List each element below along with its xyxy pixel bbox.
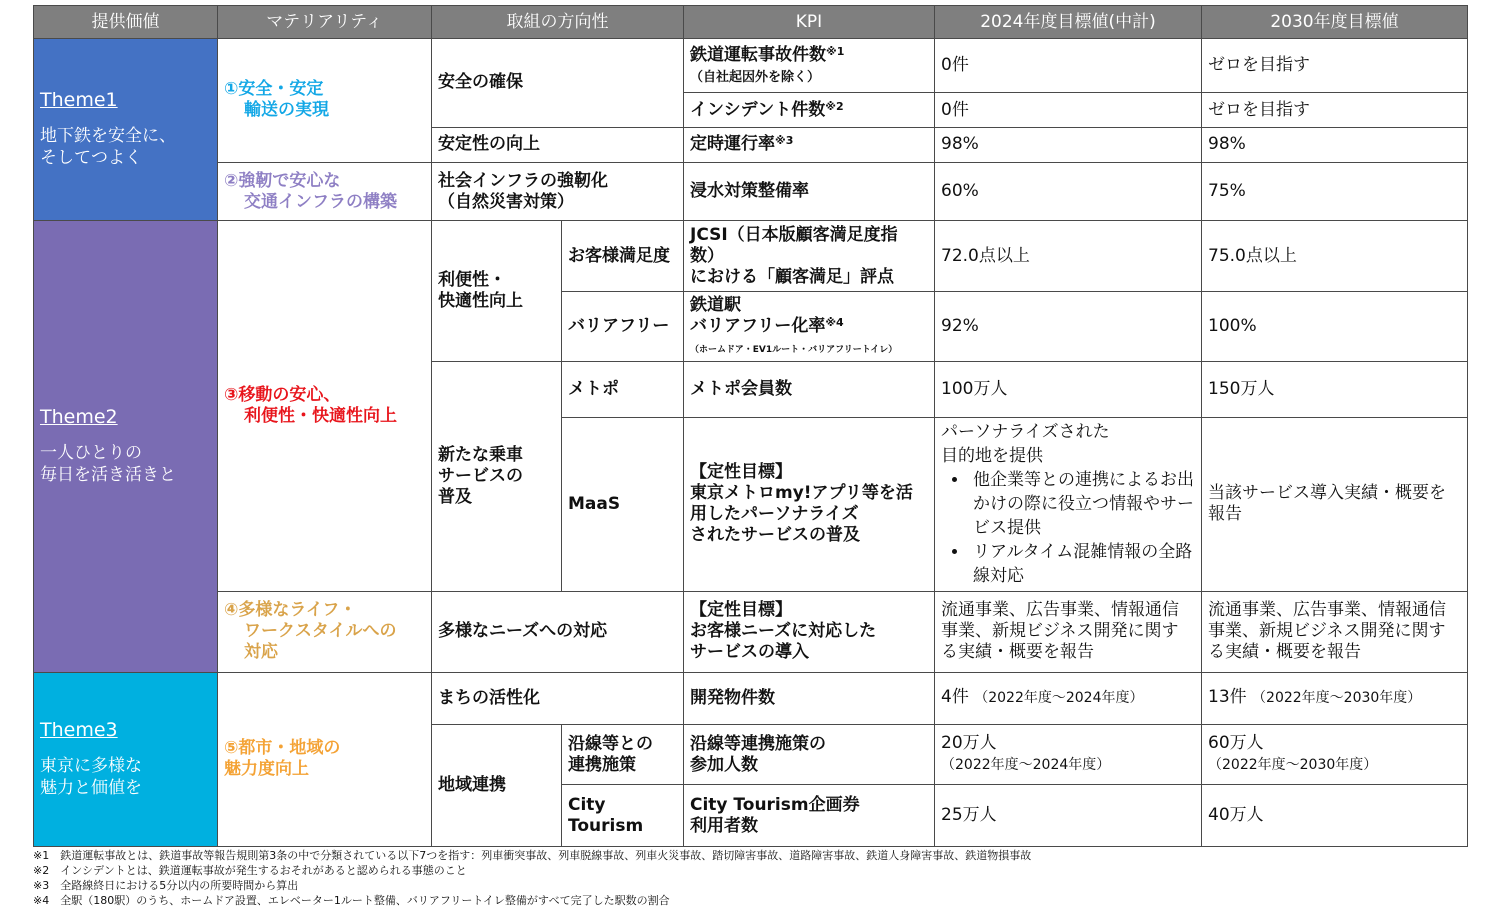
header-2024: 2024年度目標値(中計)	[935, 6, 1202, 39]
target-2030-development-value: 13件	[1208, 687, 1247, 708]
direction-new-service	[432, 362, 562, 592]
target-2024-participants-note: （2022年度～2024年度）	[941, 757, 1111, 774]
header-direction: 取組の方向性	[432, 6, 684, 39]
kpi-maas-line2: 東京メトロmy!アプリ等を活	[690, 483, 913, 504]
materiality-4-line1: ④多様なライフ・	[224, 600, 357, 621]
materiality-3-line2: 利便性・快適性向上	[244, 406, 397, 427]
target-2024-metopo: 100万人	[935, 362, 1202, 417]
theme2-cell	[34, 221, 218, 672]
target-2030-development	[1202, 672, 1468, 724]
kpi-barrier-free-line2: バリアフリー化率	[690, 316, 826, 337]
sub-line-collab	[562, 725, 684, 785]
footnote-4: ※4 全駅（180駅）のうち、ホームドア設置、エレベーター1ルート整備、バリアフリートイレ整備がすべて完了した駅数の割合	[33, 894, 670, 907]
footnote-ref-3: ※3	[775, 134, 794, 148]
target-2030-flood: 75%	[1202, 162, 1468, 220]
sub-city-tourism-line1: City	[568, 794, 606, 815]
target-2024-maas-line1: パーソナライズされた	[941, 421, 1110, 442]
footnote-ref-4: ※4	[825, 316, 844, 330]
kpi-table	[33, 5, 1468, 847]
target-2024-participants	[935, 725, 1202, 785]
sub-line-collab-line2: 連携施策	[568, 754, 636, 775]
theme1-name: Theme1	[40, 89, 118, 112]
kpi-flood: 浸水対策整備率	[684, 162, 935, 220]
footnotes	[33, 848, 1473, 908]
footnote-ref-1: ※1	[826, 44, 845, 58]
sub-maas: MaaS	[562, 417, 684, 591]
materiality-1-line1: ①安全・安定	[224, 79, 324, 100]
sub-line-collab-line1: 沿線等との	[568, 733, 653, 754]
list-item: • 他企業等との連携によるお出かけの際に役立つ情報やサービス提供	[969, 468, 1195, 540]
header-row	[34, 6, 1468, 39]
direction-new-service-line3: 普及	[438, 487, 472, 508]
direction-convenience	[432, 221, 562, 362]
kpi-barrier-free	[684, 291, 935, 362]
target-2030-development-note: （2022年度～2030年度）	[1252, 690, 1422, 707]
target-2030-maas: 当該サービス導入実績・概要を報告	[1202, 417, 1468, 591]
direction-infrastructure	[432, 162, 684, 220]
materiality-5-line1: ⑤都市・地域の	[224, 738, 341, 759]
theme3-name: Theme3	[40, 718, 118, 741]
materiality-5	[218, 672, 432, 846]
theme3-desc-2: 魅力と価値を	[40, 777, 142, 798]
kpi-city-tourism-line2: 利用者数	[690, 815, 758, 836]
kpi-maas-line4: されたサービスの普及	[690, 525, 860, 546]
footnote-ref-2: ※2	[825, 99, 844, 113]
materiality-3-line1: ③移動の安心、	[224, 385, 341, 406]
kpi-participants-line1: 沿線等連携施策の	[690, 733, 826, 754]
table-row	[34, 39, 1468, 93]
direction-diverse-needs: 多様なニーズへの対応	[432, 592, 684, 673]
target-2024-city-tourism: 25万人	[935, 785, 1202, 847]
target-2030-metopo: 150万人	[1202, 362, 1468, 417]
table-row	[34, 592, 1468, 673]
kpi-punctuality	[684, 127, 935, 162]
kpi-barrier-free-note: （ホームドア・EV1ルート・バリアフリートイレ）	[690, 345, 898, 356]
materiality-4-line2: ワークスタイルへの	[244, 621, 397, 642]
kpi-maas-line3: 用したパーソナライズ	[690, 504, 859, 525]
materiality-1-line2: 輸送の実現	[244, 100, 329, 121]
header-materiality: マテリアリティ	[218, 6, 432, 39]
target-2024-jcsi: 72.0点以上	[935, 221, 1202, 292]
kpi-metopo: メトポ会員数	[684, 362, 935, 417]
direction-convenience-line2: 快適性向上	[438, 291, 523, 312]
table-row	[34, 162, 1468, 220]
kpi-barrier-free-line1: 鉄道駅	[690, 295, 741, 316]
materiality-1	[218, 39, 432, 163]
direction-safety: 安全の確保	[432, 39, 684, 128]
kpi-city-tourism	[684, 785, 935, 847]
target-2030-accidents: ゼロを目指す	[1202, 39, 1468, 93]
target-2030-barrier-free: 100%	[1202, 291, 1468, 362]
theme1-desc-2: そしてつよく	[40, 148, 142, 169]
target-2030-jcsi: 75.0点以上	[1202, 221, 1468, 292]
kpi-maas	[684, 417, 935, 591]
materiality-4	[218, 592, 432, 673]
sub-satisfaction: お客様満足度	[562, 221, 684, 292]
target-2030-incidents: ゼロを目指す	[1202, 93, 1468, 127]
kpi-participants-line2: 参加人数	[690, 754, 758, 775]
target-2024-barrier-free: 92%	[935, 291, 1202, 362]
theme2-desc-1: 一人ひとりの	[40, 442, 142, 463]
header-kpi: KPI	[684, 6, 935, 39]
kpi-punctuality-label: 定時運行率	[690, 134, 775, 155]
kpi-diverse-needs-line1: 【定性目標】	[690, 600, 792, 621]
kpi-incidents-label: インシデント件数	[690, 99, 826, 120]
target-2024-flood: 60%	[935, 162, 1202, 220]
target-2030-participants	[1202, 725, 1468, 785]
sub-barrier-free: バリアフリー	[562, 291, 684, 362]
kpi-accidents	[684, 39, 935, 93]
target-2024-development	[935, 672, 1202, 724]
target-2024-maas-line2: 目的地を提供	[941, 445, 1043, 466]
footnote-3: ※3 全路線終日における5分以内の所要時間から算出	[33, 879, 299, 892]
kpi-jcsi-line2: における「顧客満足」評点	[690, 266, 894, 287]
theme1-desc-1: 地下鉄を安全に、	[40, 126, 176, 147]
target-2024-development-value: 4件	[941, 687, 969, 708]
direction-infrastructure-line2: （自然災害対策）	[438, 191, 574, 212]
target-2024-incidents: 0件	[935, 93, 1202, 127]
theme3-cell	[34, 672, 218, 846]
target-2024-development-note: （2022年度～2024年度）	[974, 690, 1144, 707]
target-2024-diverse-needs: 流通事業、広告事業、情報通信事業、新規ビジネス開発に関する実績・概要を報告	[935, 592, 1202, 673]
header-value: 提供価値	[34, 6, 218, 39]
kpi-accidents-label: 鉄道運転事故件数	[690, 44, 826, 65]
materiality-2-line2: 交通インフラの構築	[244, 191, 397, 212]
target-2024-maas	[935, 417, 1202, 591]
theme1-cell	[34, 39, 218, 221]
target-2030-participants-value: 60万人	[1208, 733, 1264, 754]
header-2030: 2030年度目標値	[1202, 6, 1468, 39]
kpi-jcsi	[684, 221, 935, 292]
kpi-maas-line1: 【定性目標】	[690, 462, 792, 483]
materiality-4-line3: 対応	[244, 642, 278, 663]
target-2030-diverse-needs: 流通事業、広告事業、情報通信事業、新規ビジネス開発に関する実績・概要を報告	[1202, 592, 1468, 673]
target-2024-punctuality: 98%	[935, 127, 1202, 162]
kpi-participants	[684, 725, 935, 785]
footnote-1: ※1 鉄道運転事故とは、鉄道事故等報告規則第3条の中で分類されている以下7つを指す：列車衝突事故、列車脱線事故、列車火災事故、踏切障害事故、道路障害事故、鉄道人身障害事故、鉄道物損事故	[33, 849, 1032, 862]
footnote-2: ※2 インシデントとは、鉄道運転事故が発生するおそれがあると認められる事態のこと	[33, 864, 467, 877]
kpi-accidents-note: （自社起因外を除く）	[690, 69, 821, 85]
direction-town: まちの活性化	[432, 672, 684, 724]
target-2024-maas-list	[941, 468, 1195, 588]
sub-city-tourism	[562, 785, 684, 847]
list-item: • リアルタイム混雑情報の全路線対応	[969, 540, 1195, 588]
kpi-city-tourism-line1: City Tourism企画券	[690, 794, 860, 815]
materiality-2	[218, 162, 432, 220]
kpi-diverse-needs	[684, 592, 935, 673]
theme3-desc-1: 東京に多様な	[40, 755, 142, 776]
theme2-desc-2: 毎日を活き活きと	[40, 464, 176, 485]
sub-metopo: メトポ	[562, 362, 684, 417]
target-2024-accidents: 0件	[935, 39, 1202, 93]
kpi-jcsi-line1: JCSI（日本版顧客満足度指数）	[690, 224, 898, 266]
direction-new-service-line1: 新たな乗車	[438, 445, 523, 466]
direction-infrastructure-line1: 社会インフラの強靭化	[438, 170, 608, 191]
table-row	[34, 221, 1468, 292]
target-2030-participants-note: （2022年度～2030年度）	[1208, 757, 1378, 774]
direction-new-service-line2: サービスの	[438, 466, 523, 487]
materiality-2-line1: ②強靭で安心な	[224, 170, 341, 191]
table-row	[34, 672, 1468, 724]
target-2024-participants-value: 20万人	[941, 733, 997, 754]
direction-stability: 安定性の向上	[432, 127, 684, 162]
kpi-diverse-needs-line3: サービスの導入	[690, 642, 809, 663]
target-2030-punctuality: 98%	[1202, 127, 1468, 162]
kpi-incidents	[684, 93, 935, 127]
kpi-diverse-needs-line2: お客様ニーズに対応した	[690, 621, 877, 642]
direction-regional: 地域連携	[432, 725, 562, 847]
theme2-name: Theme2	[40, 405, 118, 428]
materiality-3	[218, 221, 432, 592]
kpi-development: 開発物件数	[684, 672, 935, 724]
sub-city-tourism-line2: Tourism	[568, 815, 644, 836]
target-2030-city-tourism: 40万人	[1202, 785, 1468, 847]
materiality-5-line2: 魅力度向上	[224, 759, 309, 780]
direction-convenience-line1: 利便性・	[438, 270, 506, 291]
